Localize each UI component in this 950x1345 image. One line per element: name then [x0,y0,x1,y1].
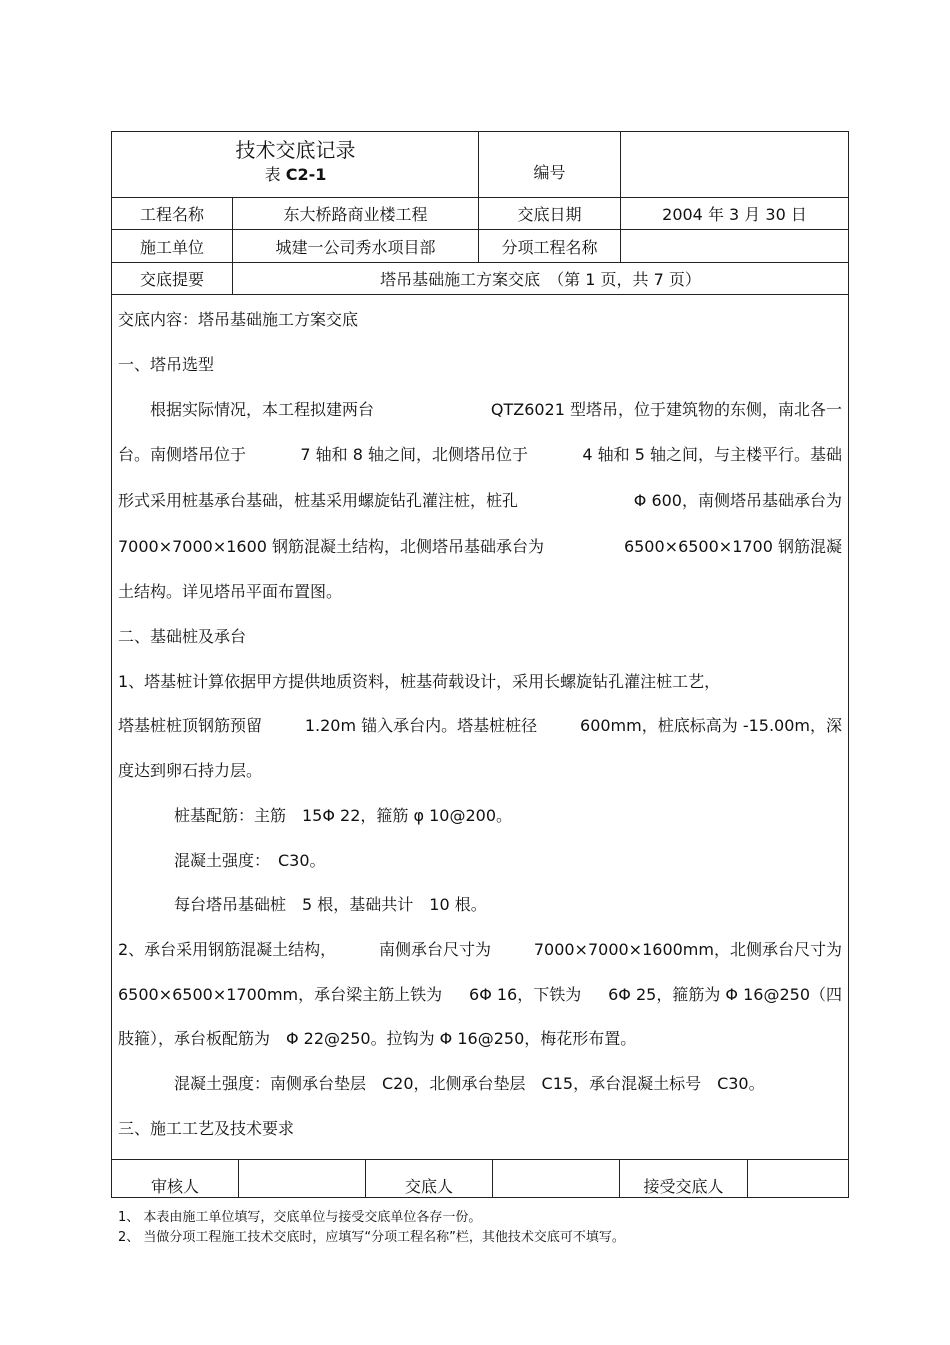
disclosure-content [112,295,848,1161]
note-item: 1、 本表由施工单位填写，交底单位与接受交底单位各存一份。 [118,1210,482,1225]
project-label: 工程名称 [112,198,233,229]
pile-count: 每台塔吊基础桩 5 根，基础共计 10 根。 [174,895,487,914]
paragraph-line: 塔基桩桩顶钢筋预留 1.20m 锚入承台内。塔基桩桩径 600mm，桩底标高为 -15.00m，深 [118,716,842,735]
content-intro: 交底内容：塔吊基础施工方案交底 [118,310,359,329]
paragraph-line: 2、承台采用钢筋混凝土结构， 南侧承台尺寸为 7000×7000×1600mm，北侧承台尺寸为 [118,940,842,959]
discloser-value[interactable] [493,1160,620,1197]
number-label: 编号 [479,132,621,197]
sub-project-label: 分项工程名称 [479,230,621,262]
summary-value[interactable]: 塔吊基础施工方案交底 （第 1 页，共 7 页） [380,270,701,289]
section-3-title: 三、施工工艺及技术要求 [118,1119,295,1138]
sub-project-value[interactable] [621,230,848,262]
discloser-label: 交底人 [366,1160,493,1197]
date-value[interactable]: 2004 年 3 月 30 日 [662,205,807,224]
unit-row [112,230,848,263]
paragraph-line: 肢箍），承台板配筋为 Φ 22@250。拉钩为 Φ 16@250，梅花形布置。 [118,1029,637,1048]
number-value[interactable] [621,132,848,197]
project-value[interactable]: 东大桥路商业楼工程 [233,198,479,229]
rebar-spec: 桩基配筋：主筋 15Φ 22，箍筋 φ 10@200。 [174,806,513,825]
reviewer-label: 审核人 [112,1160,239,1197]
paragraph-line: 形式采用桩基承台基础，桩基采用螺旋钻孔灌注桩，桩孔 Φ 600，南侧塔吊基础承台为 [118,491,842,510]
paragraph-line: 根据实际情况，本工程拟建两台 QTZ6021 型塔吊，位于建筑物的东侧，南北各一 [150,400,842,419]
signature-row [112,1159,848,1197]
note-item: 2、 当做分项工程施工技术交底时，应填写“分项工程名称”栏，其他技术交底可不填写。 [118,1230,625,1245]
receiver-value[interactable] [748,1160,848,1197]
paragraph-line: 1、塔基桩计算依据甲方提供地质资料，桩基荷载设计，采用长螺旋钻孔灌注桩工艺， [118,672,721,691]
form-title: 技术交底记录 [235,138,356,162]
form-notes [118,1208,625,1248]
section-1-title: 一、塔吊选型 [118,355,215,374]
receiver-label: 接受交底人 [620,1160,748,1197]
paragraph-line: 土结构。详见塔吊平面布置图。 [118,582,343,601]
table-code: C2-1 [285,165,327,184]
paragraph-line: 台。南侧塔吊位于 7 轴和 8 轴之间，北侧塔吊位于 4 轴和 5 轴之间，与主楼平行。基础 [118,445,842,464]
concrete-strength-2: 混凝土强度：南侧承台垫层 C20，北侧承台垫层 C15，承台混凝土标号 C30。 [174,1074,765,1093]
header-row [112,132,848,198]
date-label: 交底日期 [479,198,621,229]
unit-value[interactable]: 城建一公司秀水项目部 [233,230,479,262]
reviewer-value[interactable] [239,1160,366,1197]
form-code [112,162,479,185]
concrete-strength: 混凝土强度： C30。 [174,851,326,870]
disclosure-form [111,131,849,1198]
project-row [112,198,848,230]
summary-label: 交底提要 [112,263,233,294]
table-label: 表 [264,165,281,184]
section-2-title: 二、基础桩及承台 [118,627,247,646]
unit-label: 施工单位 [112,230,233,262]
paragraph-line: 6500×6500×1700mm，承台梁主筋上铁为 6Φ 16，下铁为 6Φ 25，箍筋为 Φ 16@250（四 [118,985,842,1004]
paragraph-line: 7000×7000×1600 钢筋混凝土结构，北侧塔吊基础承台为 6500×6500×1700 钢筋混凝 [118,537,842,556]
paragraph-line: 度达到卵石持力层。 [118,761,263,780]
title-cell [112,132,479,197]
summary-row [112,263,848,295]
